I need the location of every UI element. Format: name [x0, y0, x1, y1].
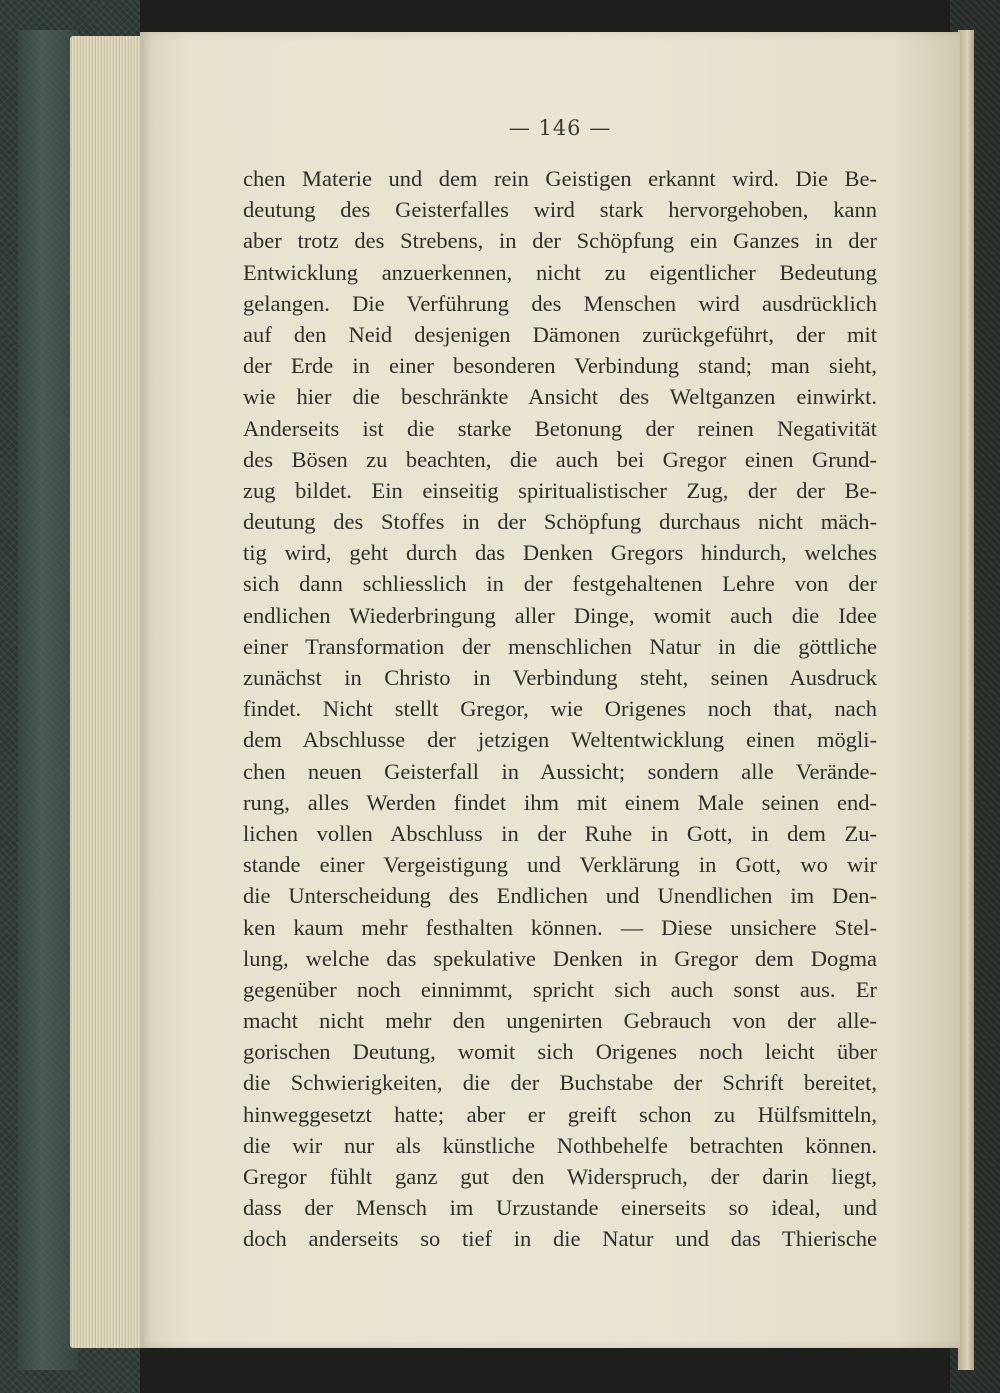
text-line: gegenüber noch einnimmt, spricht sich auch sonst aus. Er [243, 976, 877, 1002]
text-line: lichen vollen Abschluss in der Ruhe in Gott, in dem Zu- [243, 820, 877, 846]
text-line: dass der Mensch im Urzustande einerseits so ideal, und [243, 1195, 877, 1221]
page-number: — 146 — [508, 116, 612, 140]
text-line: Gregor fühlt ganz gut den Widerspruch, der darin liegt, [243, 1164, 877, 1189]
text-line: tig wird, geht durch das Denken Gregors hindurch, welches [243, 540, 877, 566]
text-line: die Unterscheidung des Endlichen und Unendlichen im Den- [243, 883, 877, 909]
text-line: aber trotz des Strebens, in der Schöpfung ein Ganzes in der [243, 228, 877, 254]
text-line: dem Abschlusse der jetzigen Weltentwicklung einen mögli- [243, 727, 877, 753]
text-line: Anderseits ist die starke Betonung der reinen Negativität [243, 415, 877, 441]
text-line: deutung des Geisterfalles wird stark hervorgehoben, kann [243, 197, 877, 223]
text-line: lung, welche das spekulative Denken in Gregor dem Dogma [243, 945, 877, 971]
text-line: gorischen Deutung, womit sich Origenes noch leicht über [243, 1039, 877, 1065]
text-line: hinweggesetzt hatte; aber er greift schon zu Hülfsmitteln, [243, 1101, 877, 1127]
text-line: deutung des Stoffes in der Schöpfung durchaus nicht mäch- [243, 509, 877, 535]
text-line: sich dann schliesslich in der festgehaltenen Lehre von der [243, 571, 877, 597]
text-line: einer Transformation der menschlichen Natur in die göttliche [243, 633, 877, 659]
text-line: der Erde in einer besonderen Verbindung stand; man sieht, [243, 353, 877, 379]
text-line: findet. Nicht stellt Gregor, wie Origenes noch that, nach [243, 696, 877, 722]
text-line: rung, alles Werden findet ihm mit einem Male seinen end- [243, 789, 877, 815]
text-line: zug bildet. Ein einseitig spiritualistischer Zug, der der Be- [243, 477, 877, 503]
text-line: des Bösen zu beachten, die auch bei Gregor einen Grund- [243, 446, 877, 472]
text-line: macht nicht mehr den ungenirten Gebrauch von der alle- [243, 1008, 877, 1034]
text-line: Entwicklung anzuerkennen, nicht zu eigentlicher Bedeutung [243, 259, 877, 285]
text-line: wie hier die beschränkte Ansicht des Weltganzen einwirkt. [243, 384, 877, 410]
text-line: doch anderseits so tief in die Natur und das Thierische [243, 1226, 877, 1252]
text-line: endlichen Wiederbringung aller Dinge, womit auch die Idee [243, 602, 877, 628]
text-line: gelangen. Die Verführung des Menschen wird ausdrücklich [243, 290, 877, 316]
text-line: auf den Neid desjenigen Dämonen zurückgeführt, der mit [243, 321, 877, 347]
body-text [243, 163, 877, 1255]
text-line: die wir nur als künstliche Nothbehelfe betrachten können. [243, 1132, 877, 1158]
text-line: zunächst in Christo in Verbindung steht, seinen Ausdruck [243, 665, 877, 690]
page-edges [70, 36, 150, 1348]
text-line: ken kaum mehr festhalten können. — Diese unsichere Stel- [243, 914, 877, 940]
text-line: die Schwierigkeiten, die der Buchstabe der Schrift bereitet, [243, 1070, 877, 1096]
text-line: chen neuen Geisterfall in Aussicht; sondern alle Verände- [243, 758, 877, 784]
text-line: stande einer Vergeistigung und Verklärung in Gott, wo wir [243, 852, 877, 878]
facing-page-edge [958, 30, 974, 1370]
text-line: chen Materie und dem rein Geistigen erkannt wird. Die Be- [243, 166, 877, 191]
